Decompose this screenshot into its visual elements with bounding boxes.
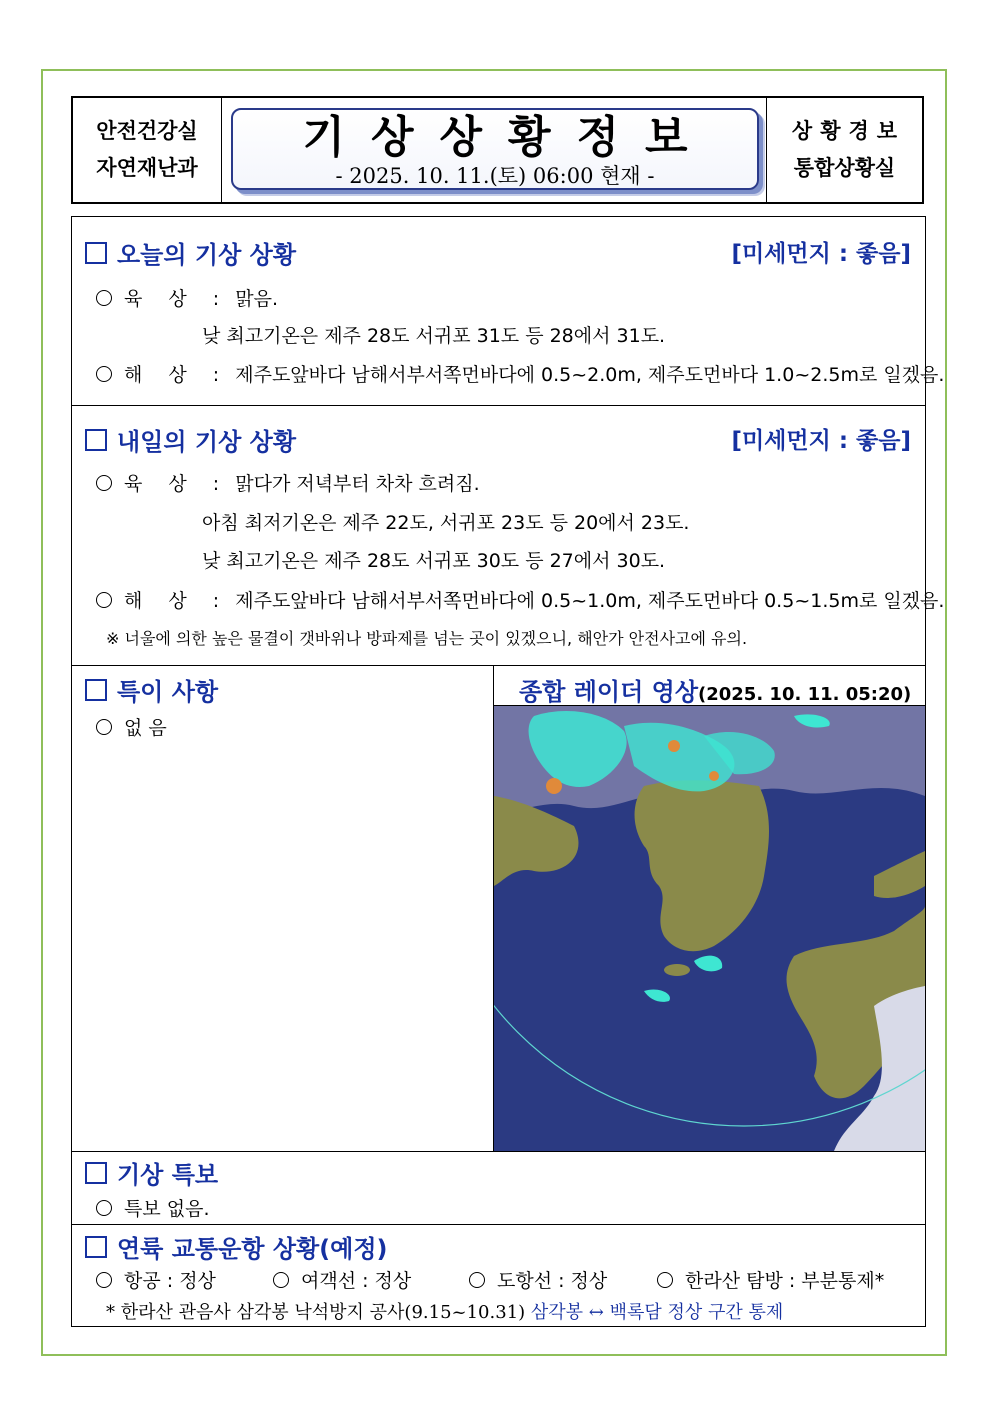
traffic-heading: 연륙 교통운항 상황(예정) xyxy=(85,1229,388,1264)
special-item: 없 음 xyxy=(96,713,167,740)
department-left-line1: 안전건강실 xyxy=(96,119,198,143)
circle-bullet-icon xyxy=(469,1272,485,1288)
tomorrow-land: 육 상 : 맑다가 저녁부터 차차 흐려짐. xyxy=(96,469,480,496)
today-heading: 오늘의 기상 상황 xyxy=(85,235,296,270)
circle-bullet-icon xyxy=(657,1272,673,1288)
traffic-item-ferry: 여객선 : 정상 xyxy=(273,1266,411,1293)
department-right-line1: 상황경보 xyxy=(791,119,906,143)
circle-bullet-icon xyxy=(96,1200,112,1216)
report-header xyxy=(71,96,924,204)
today-sea: 해 상 : 제주도앞바다 남해서부서쪽먼바다에 0.5~2.0m, 제주도먼바다 1.0~2.5m로 일겠음. xyxy=(96,360,944,387)
warning-heading: 기상 특보 xyxy=(85,1155,218,1190)
circle-bullet-icon xyxy=(96,290,112,306)
warning-item: 특보 없음. xyxy=(96,1194,210,1221)
traffic-item-island-ferry: 도항선 : 정상 xyxy=(469,1266,607,1293)
checkbox-icon xyxy=(85,1162,107,1184)
radar-title: 종합 레이더 영상(2025. 10. 11. 05:20) xyxy=(519,678,912,706)
report-datetime: - 2025. 10. 11.(토) 06:00 현재 - xyxy=(335,164,655,188)
department-left-line2: 자연재난과 xyxy=(96,156,198,180)
divider xyxy=(72,405,925,406)
traffic-item-air: 항공 : 정상 xyxy=(96,1266,216,1293)
today-land-temp: 낮 최고기온은 제주 28도 서귀포 31도 등 28에서 31도. xyxy=(202,325,666,347)
checkbox-icon xyxy=(85,679,107,701)
main-table xyxy=(71,216,945,1327)
circle-bullet-icon xyxy=(96,719,112,735)
title-box xyxy=(231,108,759,190)
department-right-line2: 통합상황실 xyxy=(793,156,896,180)
circle-bullet-icon xyxy=(96,1272,112,1288)
circle-bullet-icon xyxy=(96,592,112,608)
tomorrow-land-max: 낮 최고기온은 제주 28도 서귀포 30도 등 27에서 30도. xyxy=(202,550,666,572)
circle-bullet-icon xyxy=(273,1272,289,1288)
tomorrow-land-min: 아침 최저기온은 제주 22도, 서귀포 23도 등 20에서 23도. xyxy=(202,512,690,534)
tomorrow-dust: [미세먼지 : 좋음] xyxy=(731,428,911,454)
circle-bullet-icon xyxy=(96,475,112,491)
page-title: 기상상황정보 xyxy=(302,112,714,163)
divider xyxy=(72,665,925,666)
checkbox-icon xyxy=(85,1236,107,1258)
today-land: 육 상 : 맑음. xyxy=(96,284,278,311)
checkbox-icon xyxy=(85,429,107,451)
radar-image xyxy=(494,706,925,1151)
checkbox-icon xyxy=(85,242,107,264)
special-heading: 특이 사항 xyxy=(85,672,218,707)
department-right xyxy=(766,98,922,202)
circle-bullet-icon xyxy=(96,366,112,382)
today-dust: [미세먼지 : 좋음] xyxy=(731,241,911,267)
traffic-item-hallasan: 한라산 탐방 : 부분통제* xyxy=(657,1266,884,1293)
tomorrow-note: ※ 너울에 의한 높은 물결이 갯바위나 방파제를 넘는 곳이 있겠으니, 해안가 안전사고에 유의. xyxy=(106,629,748,648)
traffic-note: * 한라산 관음사 삼각봉 낙석방지 공사(9.15~10.31) 삼각봉 ↔ 백록담 정상 구간 통제 xyxy=(106,1302,784,1323)
divider xyxy=(72,1224,925,1225)
department-left xyxy=(73,98,222,202)
tomorrow-heading: 내일의 기상 상황 xyxy=(85,422,296,457)
tomorrow-sea: 해 상 : 제주도앞바다 남해서부서쪽먼바다에 0.5~1.0m, 제주도먼바다 0.5~1.5m로 일겠음. xyxy=(96,586,944,613)
divider xyxy=(72,1151,925,1152)
